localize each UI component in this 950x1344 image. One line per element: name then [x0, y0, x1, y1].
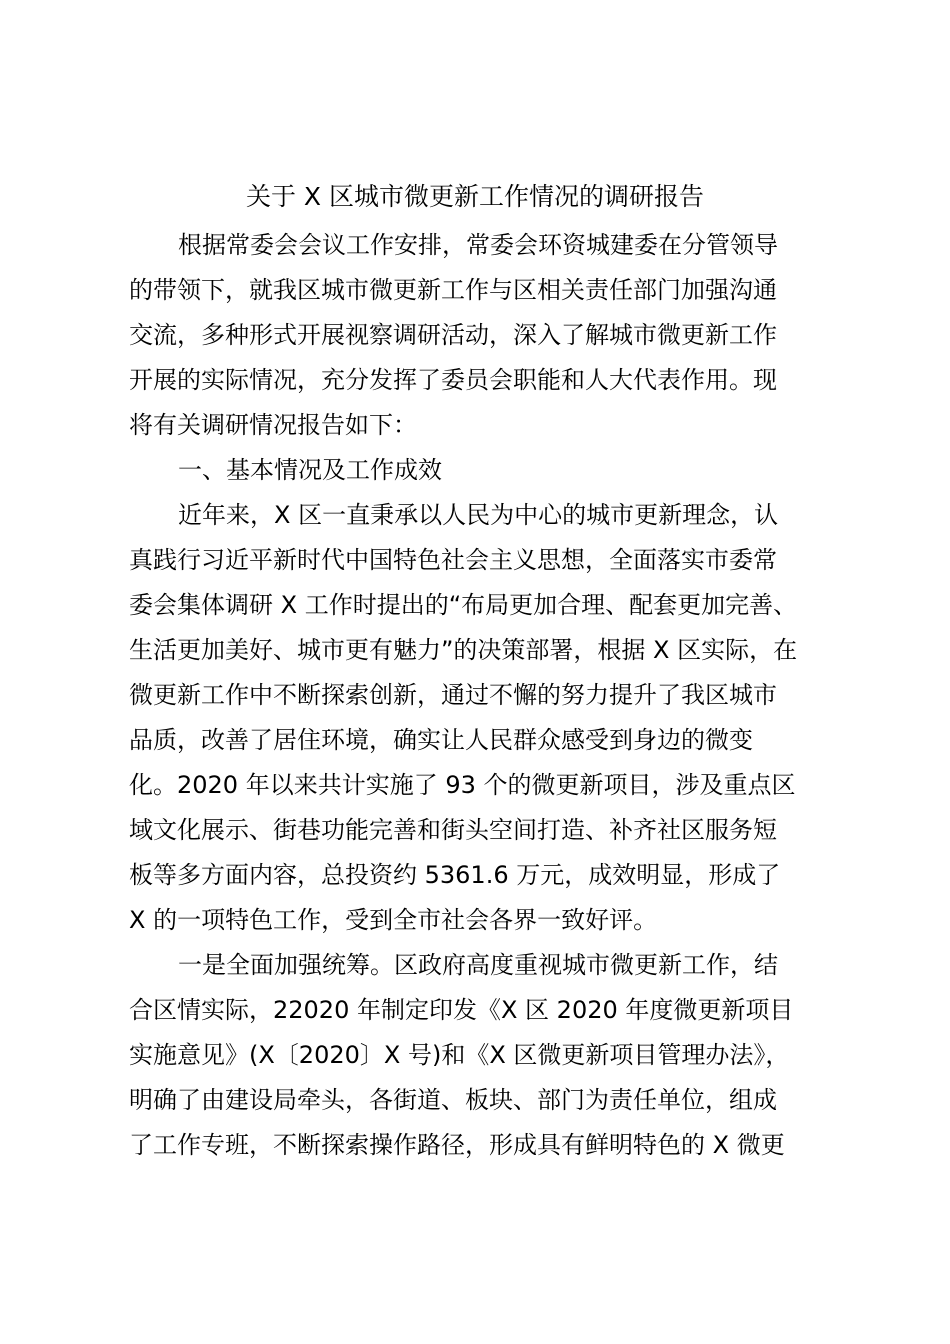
paragraph-line: 品质，改善了居住环境，确实让人民群众感受到身边的微变: [129, 726, 753, 754]
paragraph-line: 的带领下，就我区城市微更新工作与区相关责任部门加强沟通: [129, 276, 777, 304]
paragraph-line: 生活更加美好、城市更有魅力”的决策部署，根据 X 区实际，在: [129, 636, 798, 664]
paragraph-line: 近年来，X 区一直秉承以人民为中心的城市更新理念，认: [178, 501, 779, 529]
paragraph-line: 明确了由建设局牵头，各街道、板块、部门为责任单位，组成: [129, 1086, 777, 1114]
paragraph-line: 了工作专班，不断探索操作路径，形成具有鲜明特色的 X 微更: [129, 1131, 785, 1159]
paragraph-line: 微更新工作中不断探索创新，通过不懈的努力提升了我区城市: [129, 681, 777, 709]
paragraph-line: 化。2020 年以来共计实施了 93 个的微更新项目，涉及重点区: [129, 771, 796, 799]
paragraph-line: 板等多方面内容，总投资约 5361.6 万元，成效明显，形成了: [129, 861, 781, 889]
paragraph-line: 真践行习近平新时代中国特色社会主义思想，全面落实市委常: [129, 546, 777, 574]
paragraph-line: 开展的实际情况，充分发挥了委员会职能和人大代表作用。现: [129, 366, 777, 394]
paragraph-line: 将有关调研情况报告如下：: [129, 411, 417, 439]
section-heading: 一、基本情况及工作成效: [178, 456, 442, 484]
paragraph-line: X 的一项特色工作，受到全市社会各界一致好评。: [129, 906, 658, 934]
paragraph-line: 根据常委会会议工作安排，常委会环资城建委在分管领导: [178, 231, 778, 259]
paragraph-line: 实施意见》(X〔2020〕X 号)和《X 区微更新项目管理办法》，: [129, 1041, 790, 1069]
paragraph-line: 委会集体调研 X 工作时提出的“布局更加合理、配套更加完善、: [129, 591, 798, 619]
paragraph-line: 一是全面加强统筹。区政府高度重视城市微更新工作，结: [178, 951, 778, 979]
paragraph-line: 域文化展示、街巷功能完善和街头空间打造、补齐社区服务短: [129, 816, 777, 844]
paragraph-line: 合区情实际，22020 年制定印发《X 区 2020 年度微更新项目: [129, 996, 794, 1024]
document-title: 关于 X 区城市微更新工作情况的调研报告: [245, 182, 705, 211]
paragraph-line: 交流，多种形式开展视察调研活动，深入了解城市微更新工作: [129, 321, 777, 349]
